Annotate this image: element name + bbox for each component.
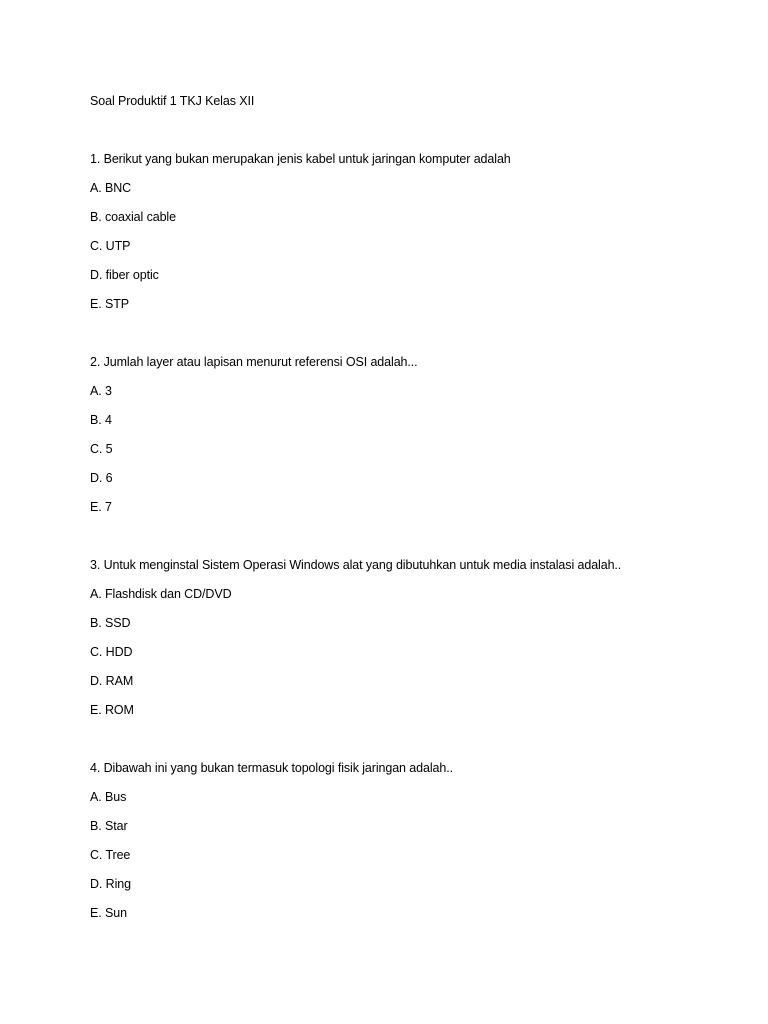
question-2-option-a: A. 3 <box>90 384 112 398</box>
question-3-option-c: C. HDD <box>90 645 133 659</box>
question-1-option-a: A. BNC <box>90 181 132 195</box>
question-2-option-b: B. 4 <box>90 413 112 427</box>
document-body <box>90 93 730 934</box>
question-4-option-e: E. Sun <box>90 906 127 920</box>
question-4-text: 4. Dibawah ini yang bukan termasuk topologi fisik jaringan adalah.. <box>90 761 453 775</box>
question-1-option-e: E. STP <box>90 297 129 311</box>
question-1-option-b: B. coaxial cable <box>90 210 176 224</box>
question-2-option-d: D. 6 <box>90 471 113 485</box>
question-3-option-e: E. ROM <box>90 703 134 717</box>
question-4-option-c: C. Tree <box>90 848 131 862</box>
document-title: Soal Produktif 1 TKJ Kelas XII <box>90 94 255 108</box>
question-1-option-d: D. fiber optic <box>90 268 159 282</box>
question-3-option-b: B. SSD <box>90 616 131 630</box>
question-4-option-b: B. Star <box>90 819 128 833</box>
question-1-text: 1. Berikut yang bukan merupakan jenis kabel untuk jaringan komputer adalah <box>90 152 511 166</box>
question-3-text: 3. Untuk menginstal Sistem Operasi Windows alat yang dibutuhkan untuk media instalasi adalah.. <box>90 558 622 572</box>
question-3-option-d: D. RAM <box>90 674 134 688</box>
question-4-option-a: A. Bus <box>90 790 127 804</box>
question-2-text: 2. Jumlah layer atau lapisan menurut referensi OSI adalah... <box>90 355 418 369</box>
question-2-option-c: C. 5 <box>90 442 113 456</box>
question-2-option-e: E. 7 <box>90 500 112 514</box>
question-4-option-d: D. Ring <box>90 877 131 891</box>
question-1-option-c: C. UTP <box>90 239 131 253</box>
question-3-option-a: A. Flashdisk dan CD/DVD <box>90 587 232 601</box>
